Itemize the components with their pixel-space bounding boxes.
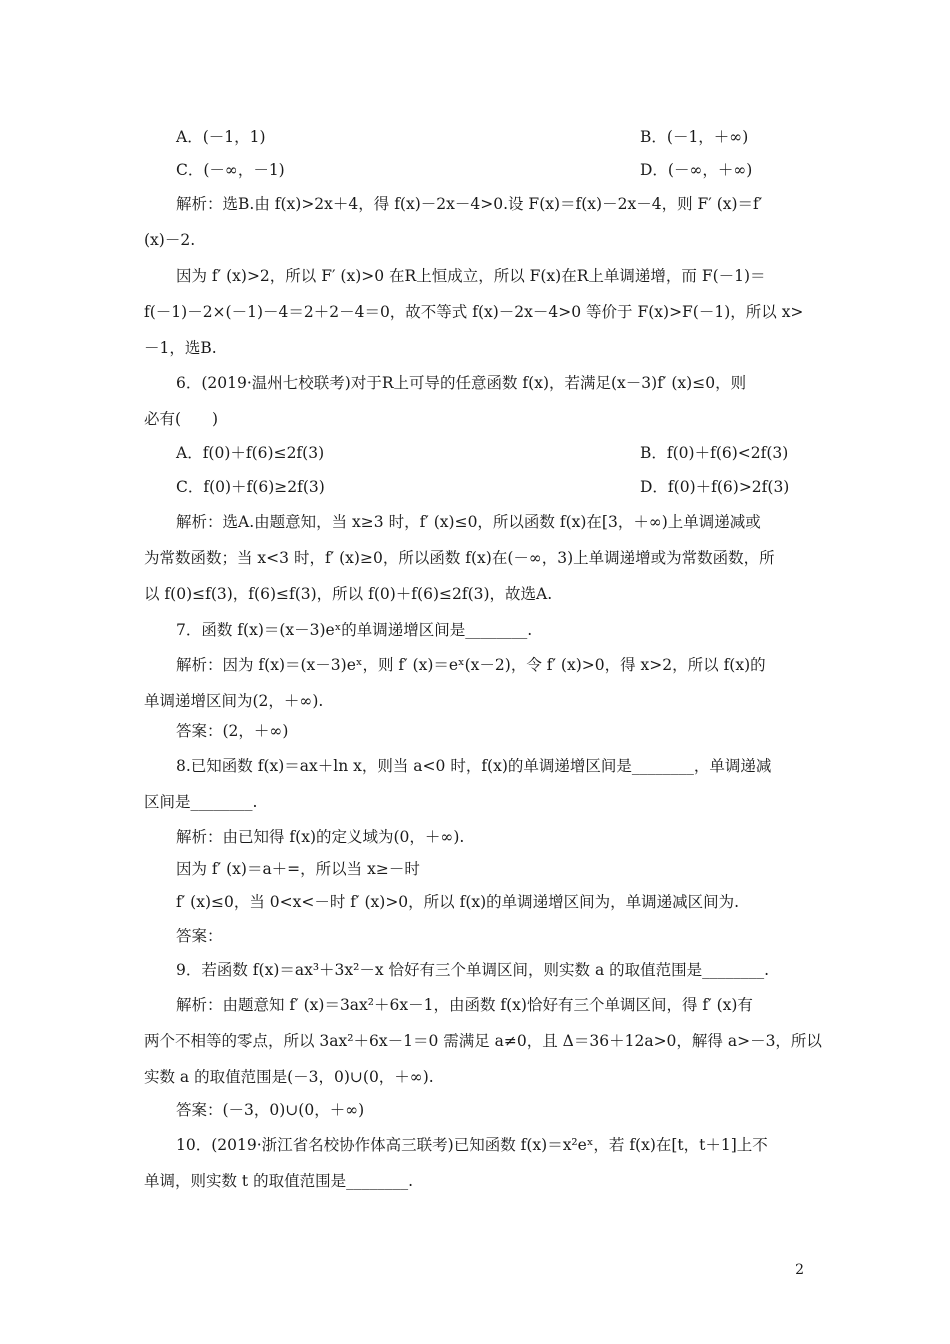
text-line: 实数 a 的取值范围是(－3，0)∪(0，＋∞). — [144, 1068, 434, 1086]
text-line: 7．函数 f(x)＝(x－3)eˣ的单调递增区间是________. — [176, 621, 533, 639]
text-line: 必有( ) — [144, 410, 219, 428]
text-line: D．f(0)＋f(6)>2f(3) — [640, 478, 790, 496]
text-line: A．(－1，1) — [176, 128, 266, 146]
text-line: －1，选B. — [144, 339, 217, 357]
text-line: 解析：因为 f(x)＝(x－3)eˣ，则 f′ (x)＝eˣ(x－2)，令 f′ (x)>0，得 x>2，所以 f(x)的 — [176, 656, 766, 674]
text-line: 因为 f′ (x)>2，所以 F′ (x)>0 在R上恒成立，所以 F(x)在R上单调递增，而 F(－1)＝ — [176, 267, 766, 285]
text-line: f′ (x)≤0，当 0<x<－时 f′ (x)>0，所以 f(x)的单调递增区间为，单调递减区间为. — [176, 893, 740, 911]
text-line: 10．(2019·浙江省名校协作体高三联考)已知函数 f(x)＝x²eˣ，若 f(x)在[t，t＋1]上不 — [176, 1136, 768, 1154]
text-line: 解析：由题意知 f′ (x)＝3ax²＋6x－1，由函数 f(x)恰好有三个单调区间，得 f′ (x)有 — [176, 996, 753, 1014]
text-line: f(－1)－2×(－1)－4＝2＋2－4＝0，故不等式 f(x)－2x－4>0 等价于 F(x)>F(－1)，所以 x> — [144, 303, 804, 321]
text-line: 单调递增区间为(2，＋∞). — [144, 692, 324, 710]
text-line: 答案： — [176, 927, 223, 945]
page-number: 2 — [795, 1262, 804, 1278]
text-line: (x)－2. — [144, 231, 196, 249]
text-line: 答案：(－3，0)∪(0，＋∞) — [176, 1101, 365, 1119]
text-line: 答案：(2，＋∞) — [176, 722, 289, 740]
text-line: C．f(0)＋f(6)≥2f(3) — [176, 478, 325, 496]
text-line: 以 f(0)≤f(3)，f(6)≤f(3)，所以 f(0)＋f(6)≤2f(3)，故选A. — [144, 585, 553, 603]
text-line: 解析：选A.由题意知，当 x≥3 时，f′ (x)≤0，所以函数 f(x)在[3，＋∞)上单调递减或 — [176, 513, 761, 531]
text-line: 解析：选B.由 f(x)>2x＋4，得 f(x)－2x－4>0.设 F(x)＝f(x)－2x－4，则 F′ (x)＝f′ — [176, 195, 763, 213]
text-line: 9．若函数 f(x)＝ax³＋3x²－x 恰好有三个单调区间，则实数 a 的取值范围是________. — [176, 961, 770, 979]
text-line: B．f(0)＋f(6)<2f(3) — [640, 444, 789, 462]
text-line: 单调，则实数 t 的取值范围是________. — [144, 1172, 414, 1190]
text-line: C．(－∞，－1) — [176, 161, 285, 179]
text-line: A．f(0)＋f(6)≤2f(3) — [176, 444, 325, 462]
text-line: 区间是________. — [144, 793, 258, 811]
text-line: 8.已知函数 f(x)＝ax＋ln x，则当 a<0 时，f(x)的单调递增区间是________，单调递减 — [176, 757, 772, 775]
text-line: 两个不相等的零点，所以 3ax²＋6x－1＝0 需满足 a≠0，且 Δ＝36＋12a>0，解得 a>－3，所以 — [144, 1032, 822, 1050]
text-line: 为常数函数；当 x<3 时，f′ (x)≥0，所以函数 f(x)在(－∞，3)上单调递增或为常数函数，所 — [144, 549, 775, 567]
text-line: 因为 f′ (x)＝a＋=，所以当 x≥－时 — [176, 860, 420, 878]
text-line: 解析：由已知得 f(x)的定义域为(0，＋∞). — [176, 828, 465, 846]
text-line: 6．(2019·温州七校联考)对于R上可导的任意函数 f(x)，若满足(x－3)f′ (x)≤0，则 — [176, 374, 747, 392]
text-line: B．(－1，＋∞) — [640, 128, 749, 146]
text-line: D．(－∞，＋∞) — [640, 161, 753, 179]
